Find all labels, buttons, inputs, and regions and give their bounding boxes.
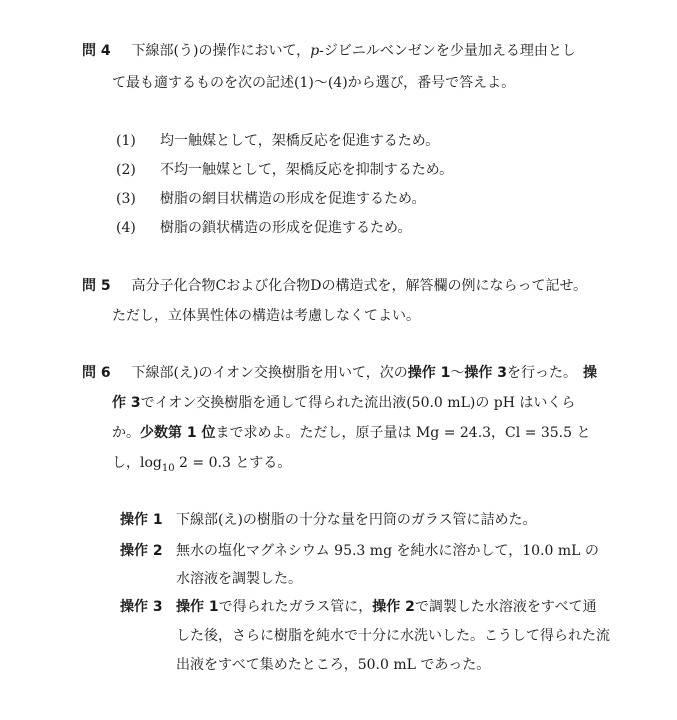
q4-text-1a: 下線部(う)の操作において，: [131, 43, 311, 59]
q4-choice-1: [116, 130, 439, 150]
choice-number: (2): [116, 162, 136, 178]
choice-number: (3): [116, 191, 136, 207]
q6-emphasis: 少数第 1 位: [140, 425, 216, 441]
choice-text: 樹脂の鎖状構造の形成を促進するため。: [160, 220, 412, 236]
q6-op-ref: 操作 1: [407, 365, 451, 381]
q6-text: ～: [450, 365, 465, 381]
q6-text: を行った。: [507, 365, 578, 381]
choice-number: (4): [116, 220, 136, 236]
q6-line-2: [112, 392, 575, 412]
q6-text: でイオン交換樹脂を通して得られた流出液(50.0 mL)の pH はいくら: [140, 395, 576, 411]
op-ref: 操作 2: [372, 599, 415, 615]
q6-line-4: [112, 452, 291, 474]
q6-op-ref: 操作 3: [464, 365, 508, 381]
op-ref: 操作 1: [176, 599, 219, 615]
operation-3: [120, 596, 597, 616]
q6-op-ref: 操: [583, 365, 598, 381]
q6-text: し，log: [112, 455, 162, 471]
q5-text-1: 高分子化合物Cおよび化合物Dの構造式を，解答欄の例にならって記せ。: [131, 278, 588, 294]
operation-label: 操作 1: [120, 512, 163, 528]
q6-text: 下線部(え)のイオン交換樹脂を用いて，次の: [131, 365, 408, 381]
q4-choice-3: [116, 188, 425, 208]
q4-text-1p: p: [310, 43, 320, 59]
operation-label: 操作 3: [120, 599, 163, 615]
operation-text: で調製した水溶液をすべて通: [414, 599, 597, 615]
q6-text: 2 = 0.3 とする。: [174, 455, 292, 471]
q5-line-2: ただし，立体異性体の構造は考慮しなくてよい。: [112, 308, 420, 324]
log-subscript: 10: [161, 462, 175, 474]
q6-text: か。: [112, 425, 140, 441]
operation-2-cont: 水溶液を調製した。: [176, 571, 302, 587]
operation-1: [120, 509, 537, 529]
operation-3-cont-2: 出液をすべて集めたところ，50.0 mL であった。: [176, 657, 491, 673]
operation-label: 操作 2: [120, 543, 163, 559]
operation-3-cont-1: した後，さらに樹脂を純水で十分に水洗いした。こうして得られた流: [176, 628, 610, 644]
choice-number: (1): [116, 133, 136, 149]
q5-line-1: [82, 275, 587, 295]
operation-text: 下線部(え)の樹脂の十分な量を円筒のガラス管に詰めた。: [176, 512, 537, 528]
q4-label: 問 4: [82, 43, 111, 59]
q6-op-ref: 作 3: [112, 395, 141, 411]
q6-line-1: [82, 362, 597, 382]
q4-choice-4: [116, 217, 411, 237]
q6-label: 問 6: [82, 365, 111, 381]
q4-choice-2: [116, 159, 453, 179]
choice-text: 樹脂の網目状構造の形成を促進するため。: [160, 191, 426, 207]
q4-text-1b: -ジビニルベンゼンを少量加える理由とし: [319, 43, 576, 59]
q6-line-3: [112, 422, 591, 442]
q5-label: 問 5: [82, 278, 111, 294]
choice-text: 不均一触媒として，架橋反応を抑制するため。: [160, 162, 454, 178]
operation-text: で得られたガラス管に，: [218, 599, 373, 615]
q4-line-2: て最も適するものを次の記述(1)～(4)から選び，番号で答えよ。: [112, 75, 516, 91]
q4-line-1: [82, 40, 576, 60]
q6-text: まで求めよ。ただし，原子量は Mg = 24.3，Cl = 35.5 と: [215, 425, 591, 441]
operation-text: 無水の塩化マグネシウム 95.3 mg を純水に溶かして，10.0 mL の: [176, 543, 599, 559]
choice-text: 均一触媒として，架橋反応を促進するため。: [160, 133, 440, 149]
operation-2: [120, 540, 599, 560]
